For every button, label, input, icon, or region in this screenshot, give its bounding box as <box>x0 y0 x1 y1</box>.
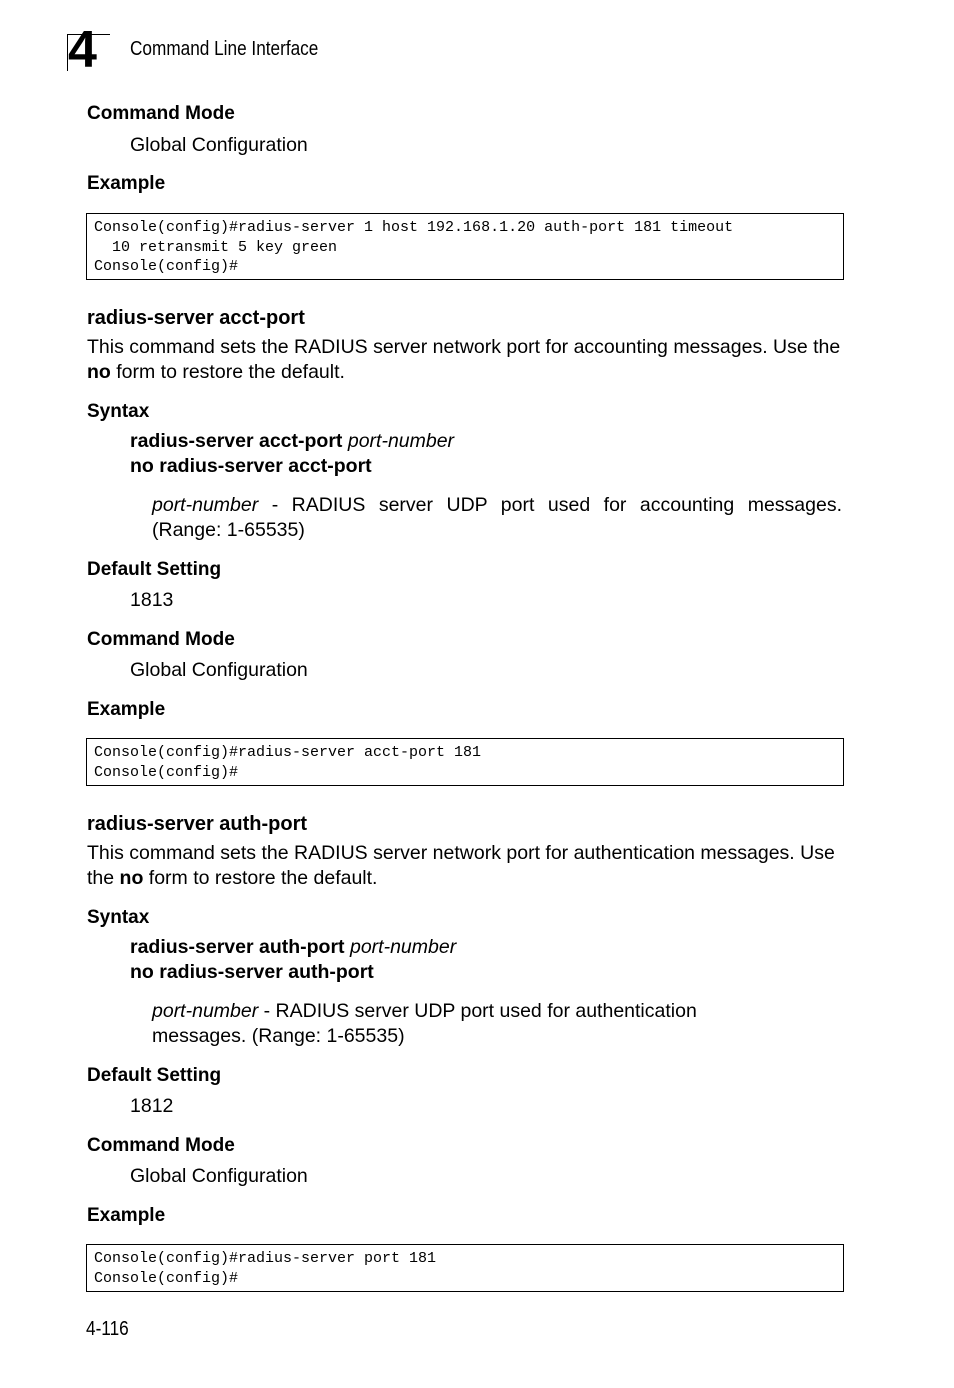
code-line: Console(config)# <box>94 763 239 781</box>
example-heading: Example <box>87 699 166 720</box>
parameter-description <box>152 493 842 543</box>
running-header-title: Command Line Interface <box>130 38 319 60</box>
code-example-box <box>86 738 844 786</box>
syntax-command-name: radius-server acct-port <box>130 430 343 452</box>
syntax-heading: Syntax <box>87 401 150 422</box>
description-text: form to restore the default. <box>110 361 345 383</box>
parameter-name: port-number <box>152 1000 259 1022</box>
page-number: 4-116 <box>86 1318 129 1340</box>
section-description <box>87 841 837 891</box>
description-text: form to restore the default. <box>143 867 378 889</box>
default-setting-heading: Default Setting <box>87 1065 222 1086</box>
parameter-name: port-number <box>152 494 259 516</box>
example-heading: Example <box>87 1205 166 1226</box>
section-title-acct-port: radius-server acct-port <box>87 307 305 329</box>
syntax-parameter: port-number <box>349 936 457 958</box>
code-line: Console(config)# <box>94 1269 239 1287</box>
code-example-box <box>86 1244 844 1292</box>
code-line: 10 retransmit 5 key green <box>94 238 338 256</box>
command-mode-heading: Command Mode <box>87 1135 235 1156</box>
section-description <box>87 335 857 385</box>
command-mode-value: Global Configuration <box>130 1165 308 1187</box>
syntax-command-name: radius-server auth-port <box>130 936 345 958</box>
command-mode-value: Global Configuration <box>130 659 308 681</box>
default-setting-heading: Default Setting <box>87 559 222 580</box>
description-text: This command sets the RADIUS server network port for authentication messages. Use the <box>87 842 835 889</box>
code-line: Console(config)#radius-server 1 host 192.168.1.20 auth-port 181 timeout <box>94 219 734 236</box>
syntax-heading: Syntax <box>87 907 150 928</box>
default-setting-value: 1813 <box>130 589 174 611</box>
parameter-text: - RADIUS server UDP port used for authentication messages. (Range: 1-65535) <box>152 1000 697 1047</box>
example-heading: Example <box>87 173 166 194</box>
description-text: This command sets the RADIUS server network port for accounting messages. Use the <box>87 336 841 358</box>
section-title-auth-port: radius-server auth-port <box>87 813 308 835</box>
command-mode-value: Global Configuration <box>130 134 308 156</box>
code-line: Console(config)#radius-server acct-port 181 <box>94 744 482 761</box>
syntax-no-command: no radius-server auth-port <box>130 961 374 983</box>
description-keyword: no <box>119 867 144 889</box>
command-mode-heading: Command Mode <box>87 629 235 650</box>
parameter-text: - RADIUS server UDP port used for accounting messages. (Range: 1-65535) <box>152 494 842 541</box>
parameter-description <box>152 999 752 1049</box>
syntax-no-command: no radius-server acct-port <box>130 455 372 477</box>
syntax-parameter: port-number <box>347 430 455 452</box>
syntax-command <box>130 430 454 453</box>
default-setting-value: 1812 <box>130 1095 174 1117</box>
chapter-number: 4 <box>68 21 96 79</box>
command-mode-heading: Command Mode <box>87 103 235 124</box>
syntax-command <box>130 936 456 959</box>
description-keyword: no <box>87 361 111 383</box>
code-example-box <box>86 213 844 280</box>
code-line: Console(config)#radius-server port 181 <box>94 1250 437 1267</box>
code-line: Console(config)# <box>94 258 239 275</box>
